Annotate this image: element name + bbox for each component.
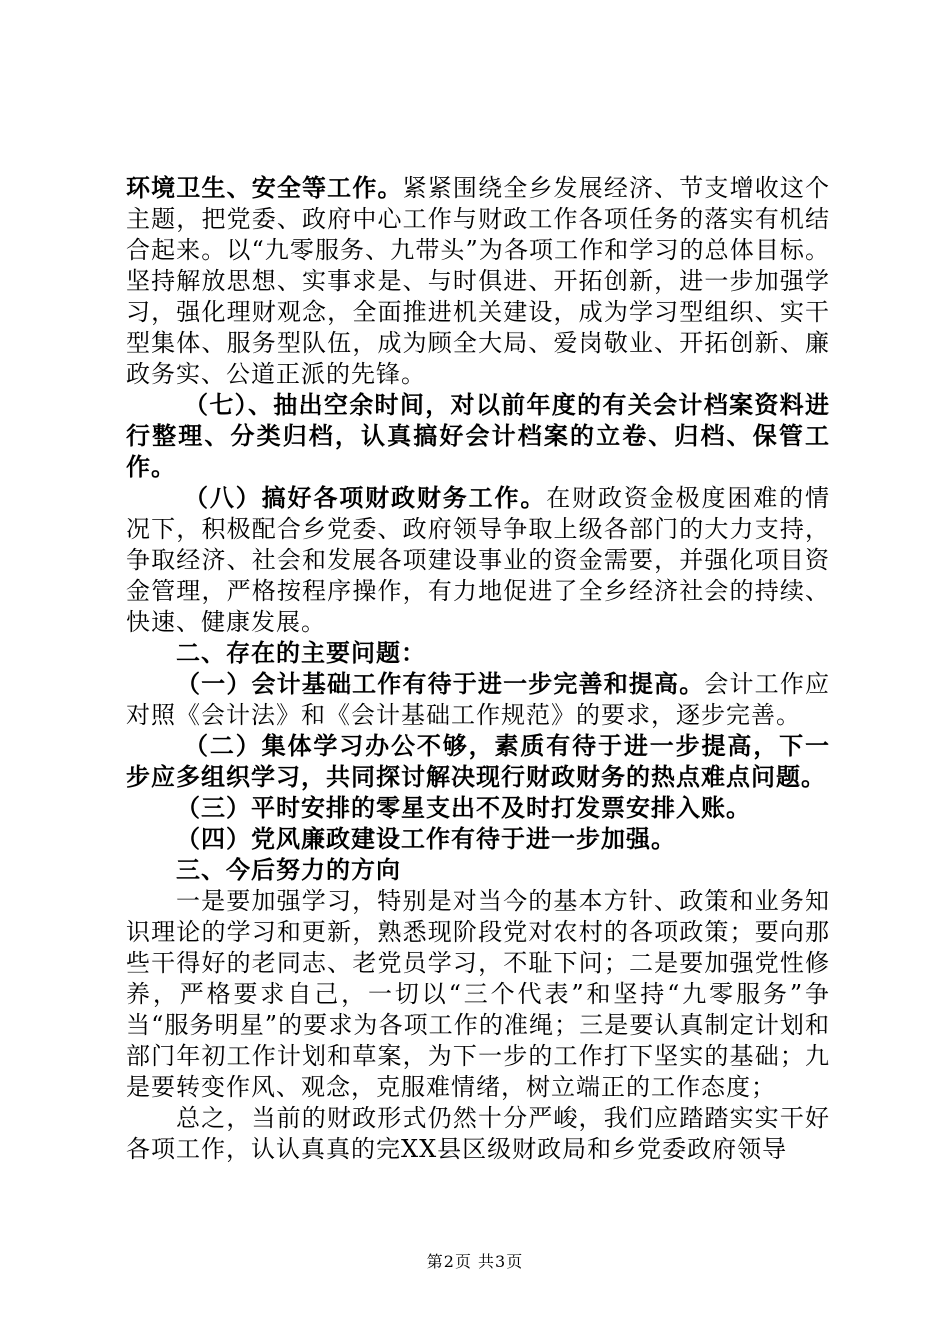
paragraph-lead: （一）会计基础工作有待于进一步完善和提高。 [176,670,705,698]
paragraph-lead: 三、今后努力的方向 [176,856,401,884]
page-footer [0,1249,950,1272]
paragraph-text: 总之，当前的财政形式仍然十分严峻，我们应踏踏实实干好各项工作，认认真真的完XX县区级财政局和乡党委政府领导 [126,1104,830,1163]
document-body [126,173,830,1165]
paragraph-lead: 二、存在的主要问题： [176,639,426,667]
paragraph-section-7 [126,390,830,483]
paragraph-problem-3 [126,793,830,824]
paragraph-section-8 [126,483,830,638]
paragraph-problem-4 [126,824,830,855]
heading-main-problems [126,638,830,669]
paragraph-problem-2 [126,731,830,793]
page-number: 第2页 共3页 [426,1252,524,1271]
paragraph-text: 紧紧围绕全乡发展经济、节支增收这个主题，把党委、政府中心工作与财政工作各项任务的落实有机结合起来。以“九零服务、九带头”为各项工作和学习的总体目标。坚持解放思想、实事求是、与时俱进、开拓创新，进一步加强学习，强化理财观念，全面推进机关建设，成为学习型组织、实干型集体、服务型队伍，成为顾全大局、爱岗敬业、开拓创新、廉政务实、公道正派的先锋。 [126,174,831,388]
paragraph-work-focus [126,173,830,390]
paragraph-conclusion [126,1103,830,1165]
heading-future-direction [126,855,830,886]
paragraph-problem-1 [126,669,830,731]
paragraph-lead: （八）搞好各项财政财务工作。 [184,484,547,512]
paragraph-lead: 环境卫生、安全等工作。 [126,174,403,202]
paragraph-future-plans [126,886,830,1103]
paragraph-text: 会计工作应对照《会计法》和《会计基础工作规范》的要求，逐步完善。 [126,670,830,729]
paragraph-text: 在财政资金极度困难的情况下，积极配合乡党委、政府领导争取上级各部门的大力支持，争取经济、社会和发展各项建设事业的资金需要，并强化项目资金管理，严格按程序操作，有力地促进了全乡经济社会的持续、快速、健康发展。 [126,484,830,636]
paragraph-lead: （七）、抽出空余时间，对以前年度的有关会计档案资料进行整理、分类归档，认真搞好会计档案的立卷、归档、保管工作。 [126,391,830,481]
paragraph-text: 一是要加强学习，特别是对当今的基本方针、政策和业务知识理论的学习和更新，熟悉现阶段党对农村的各项政策；要向那些干得好的老同志、老党员学习，不耻下问；二是要加强党性修养，严格要求自己，一切以“三个代表”和坚持“九零服务”争当“服务明星”的要求为各项工作的准绳；三是要认真制定计划和部门年初工作计划和草案，为下一步的工作打下坚实的基础；九是要转变作风、观念，克服难情绪，树立端正的工作态度； [126,887,830,1101]
paragraph-lead: （四）党风廉政建设工作有待于进一步加强。 [176,825,676,853]
paragraph-lead: （二）集体学习办公不够，素质有待于进一步提高，下一步应多组织学习，共同探讨解决现行财政财务的热点难点问题。 [126,732,830,791]
paragraph-lead: （三）平时安排的零星支出不及时打发票安排入账。 [176,794,751,822]
